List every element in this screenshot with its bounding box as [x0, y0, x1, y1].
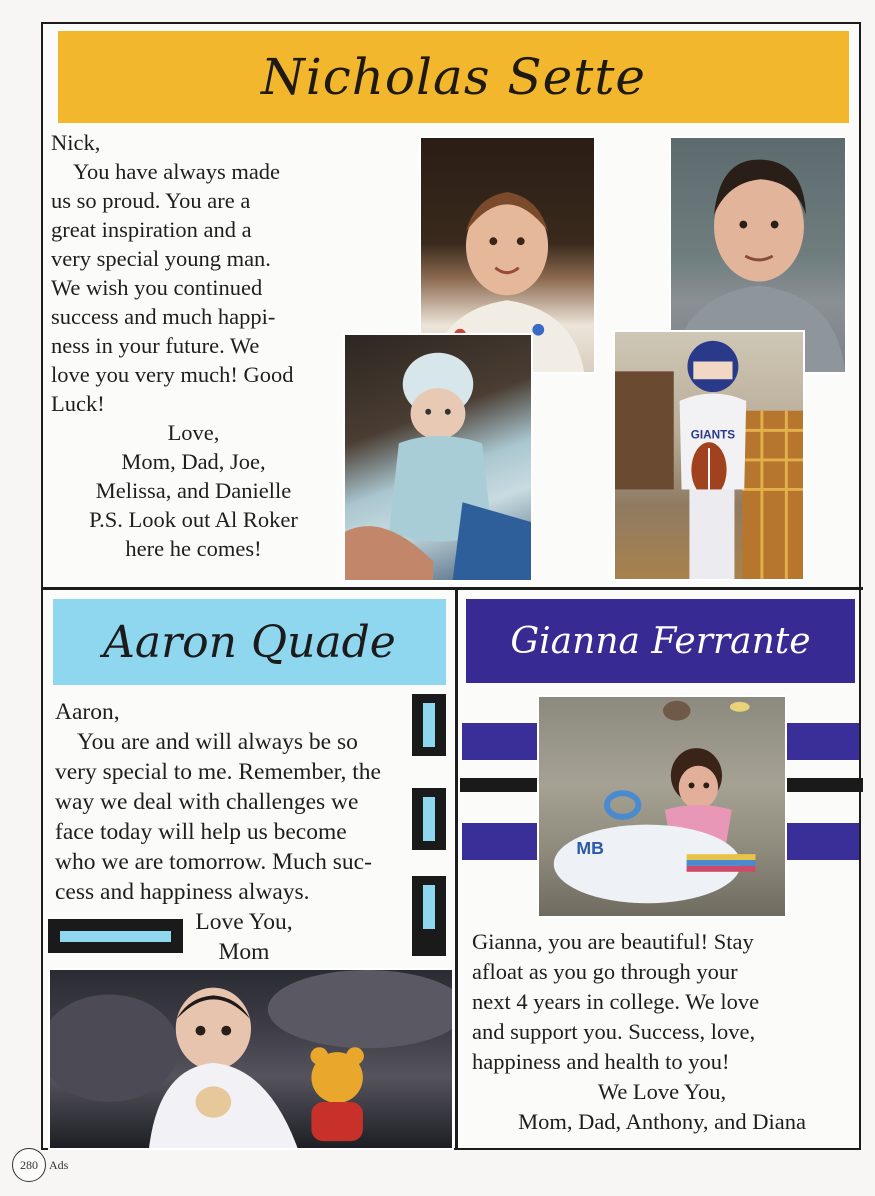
message-line: who we are tomorrow. Much suc-	[55, 849, 372, 875]
closing-line: Love You,	[195, 909, 293, 935]
decorative-stripe	[787, 723, 859, 760]
decorative-bracket	[412, 788, 446, 850]
message-line: You have always made	[73, 159, 281, 184]
nicholas-greeting: Nick,	[51, 130, 101, 155]
message-line: and support you. Success, love,	[472, 1019, 756, 1044]
message-line: Luck!	[51, 391, 105, 416]
vertical-divider	[455, 587, 458, 1150]
message-line: next 4 years in college. We love	[472, 989, 760, 1014]
closing-line: Melissa, and Danielle	[95, 478, 292, 503]
aaron-name-banner	[53, 599, 446, 685]
girl-in-float-photo	[537, 695, 787, 918]
message-line: We wish you continued	[51, 275, 263, 300]
message-line: love you very much! Good	[51, 362, 294, 387]
jersey-text: GIANTS	[690, 428, 736, 442]
gianna-name: Gianna Ferrante	[510, 620, 811, 662]
float-lettering: MB	[576, 838, 604, 859]
message-line: great inspiration and a	[51, 217, 252, 242]
gianna-name-banner	[466, 599, 855, 683]
decorative-stripe	[787, 778, 863, 792]
decorative-bar	[48, 919, 183, 953]
closing-line: We Love You,	[597, 1079, 727, 1104]
message-line: afloat as you go through your	[472, 959, 738, 984]
message-line: ness in your future. We	[51, 333, 260, 358]
message-line: very special young man.	[51, 246, 271, 271]
message-line: You are and will always be so	[77, 729, 358, 755]
decorative-stripe	[460, 778, 537, 792]
closing-line: here he comes!	[125, 536, 262, 561]
message-line: happiness and health to you!	[472, 1049, 730, 1074]
page-number: 280	[12, 1148, 46, 1182]
baby-with-pooh-photo	[48, 968, 454, 1150]
message-line: cess and happiness always.	[55, 879, 310, 905]
message-line: face today will help us become	[55, 819, 347, 845]
gianna-message	[472, 927, 852, 1137]
message-line: us so proud. You are a	[51, 188, 251, 213]
message-line: Gianna, you are beautiful! Stay	[472, 929, 754, 954]
section-label: Ads	[49, 1157, 69, 1172]
closing-line: Mom	[218, 939, 270, 965]
aaron-greeting: Aaron,	[55, 699, 120, 725]
closing-line: Love,	[167, 420, 220, 445]
nicholas-name-banner	[58, 31, 849, 123]
closing-line: P.S. Look out Al Roker	[89, 507, 298, 532]
baby-in-blue-photo	[343, 333, 533, 582]
aaron-name: Aaron Quade	[103, 616, 396, 668]
message-line: way we deal with challenges we	[55, 789, 359, 815]
message-line: success and much happi-	[51, 304, 276, 329]
decorative-bracket	[412, 876, 446, 956]
closing-line: Mom, Dad, Anthony, and Diana	[518, 1109, 806, 1134]
decorative-stripe	[787, 823, 859, 860]
football-toddler-photo	[613, 330, 805, 581]
decorative-stripe	[462, 723, 537, 760]
nicholas-name: Nicholas Sette	[260, 48, 647, 106]
closing-line: Mom, Dad, Joe,	[121, 449, 266, 474]
horizontal-divider	[41, 587, 863, 590]
page-folio	[12, 1148, 68, 1182]
decorative-stripe	[462, 823, 537, 860]
decorative-bracket	[412, 694, 446, 756]
message-line: very special to me. Remember, the	[55, 759, 381, 785]
nicholas-message	[51, 128, 336, 563]
